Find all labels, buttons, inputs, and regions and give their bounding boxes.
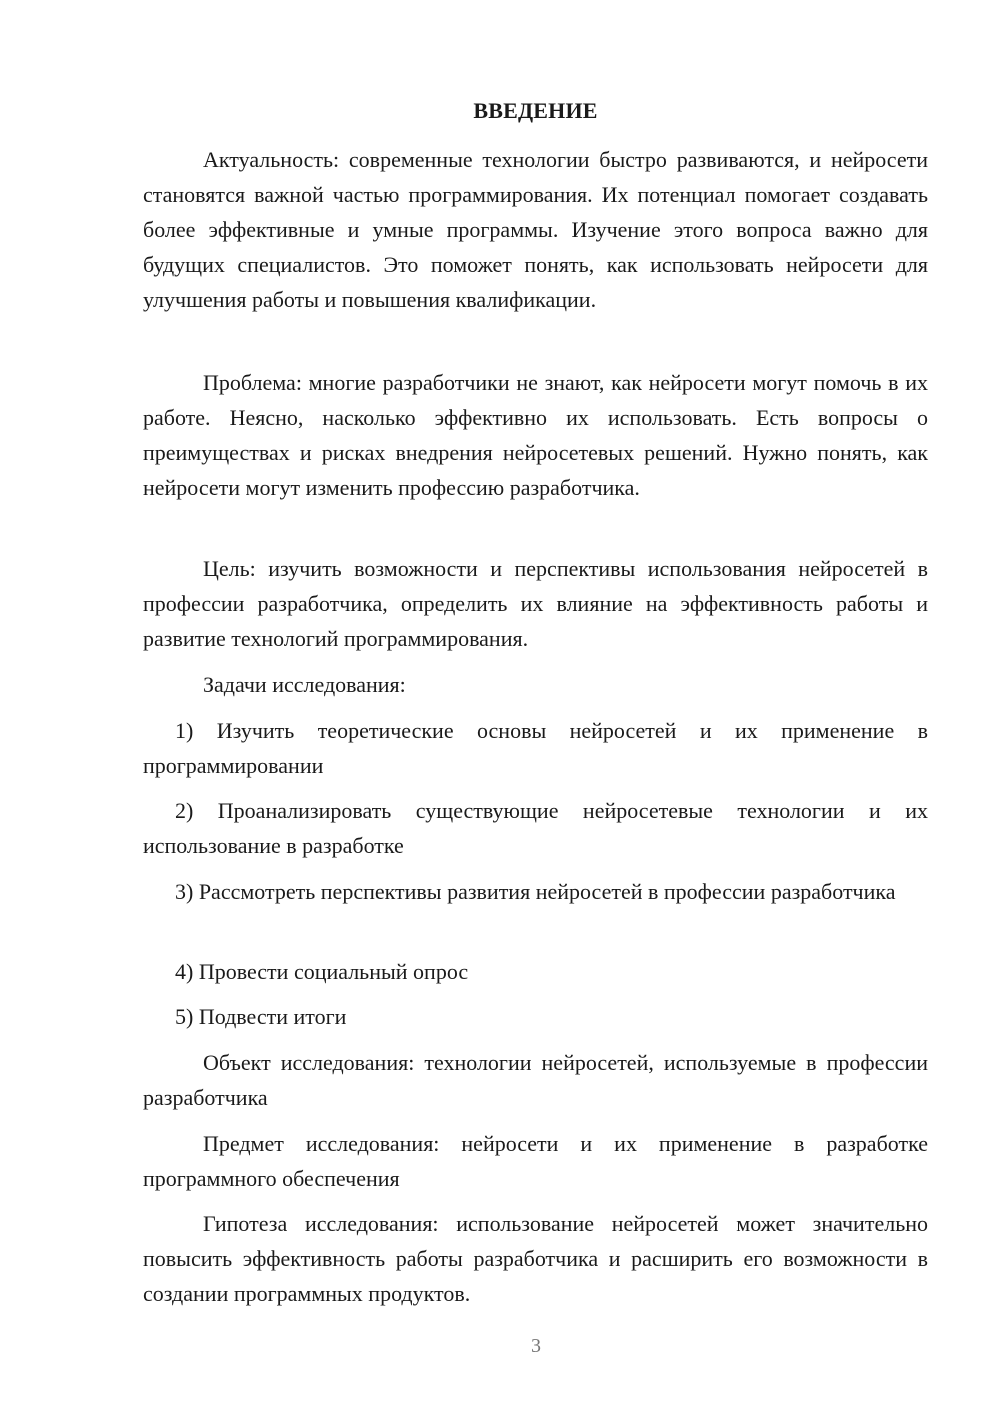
tasks-title: Задачи исследования: — [203, 672, 406, 697]
subject-paragraph: Предмет исследования: нейросети и их применение в разработке программного обеспечения — [143, 1131, 928, 1191]
goal-paragraph: Цель: изучить возможности и перспективы использования нейросетей в профессии разработчика, определить их влияние на эффективность работы и развитие технологий программирования. — [143, 556, 928, 651]
page-number: 3 — [531, 1335, 541, 1357]
task-item-5: 5) Подвести итоги — [175, 1004, 347, 1029]
task-item-3: 3) Рассмотреть перспективы развития нейросетей в профессии разработчика — [175, 879, 896, 904]
problem-paragraph: Проблема: многие разработчики не знают, как нейросети могут помочь в их работе. Неясно, насколько эффективно их использовать. Есть вопросы о преимуществах и рисках внедрения нейросетевых решений. Нужно понять, как нейросети могут изменить профессию разработчика. — [143, 370, 928, 500]
task-item-4: 4) Провести социальный опрос — [175, 959, 469, 984]
hypothesis-paragraph: Гипотеза исследования: использование нейросетей может значительно повысить эффективность работы разработчика и расширить его возможности в создании программных продуктов. — [143, 1211, 928, 1306]
task-item-1: 1) Изучить теоретические основы нейросетей и их применение в программировании — [143, 718, 928, 778]
task-item-2: 2) Проанализировать существующие нейросетевые технологии и их использование в разработке — [143, 798, 928, 858]
page-title: ВВЕДЕНИЕ — [473, 98, 598, 123]
object-paragraph: Объект исследования: технологии нейросетей, используемые в профессии разработчика — [143, 1050, 928, 1110]
relevance-paragraph: Актуальность: современные технологии быстро развиваются, и нейросети становятся важной частью программирования. Их потенциал помогает создавать более эффективные и умные программы. Изучение этого вопроса важно для будущих специалистов. Это поможет понять, как использовать нейросети для улучшения работы и повышения квалификации. — [143, 147, 928, 312]
